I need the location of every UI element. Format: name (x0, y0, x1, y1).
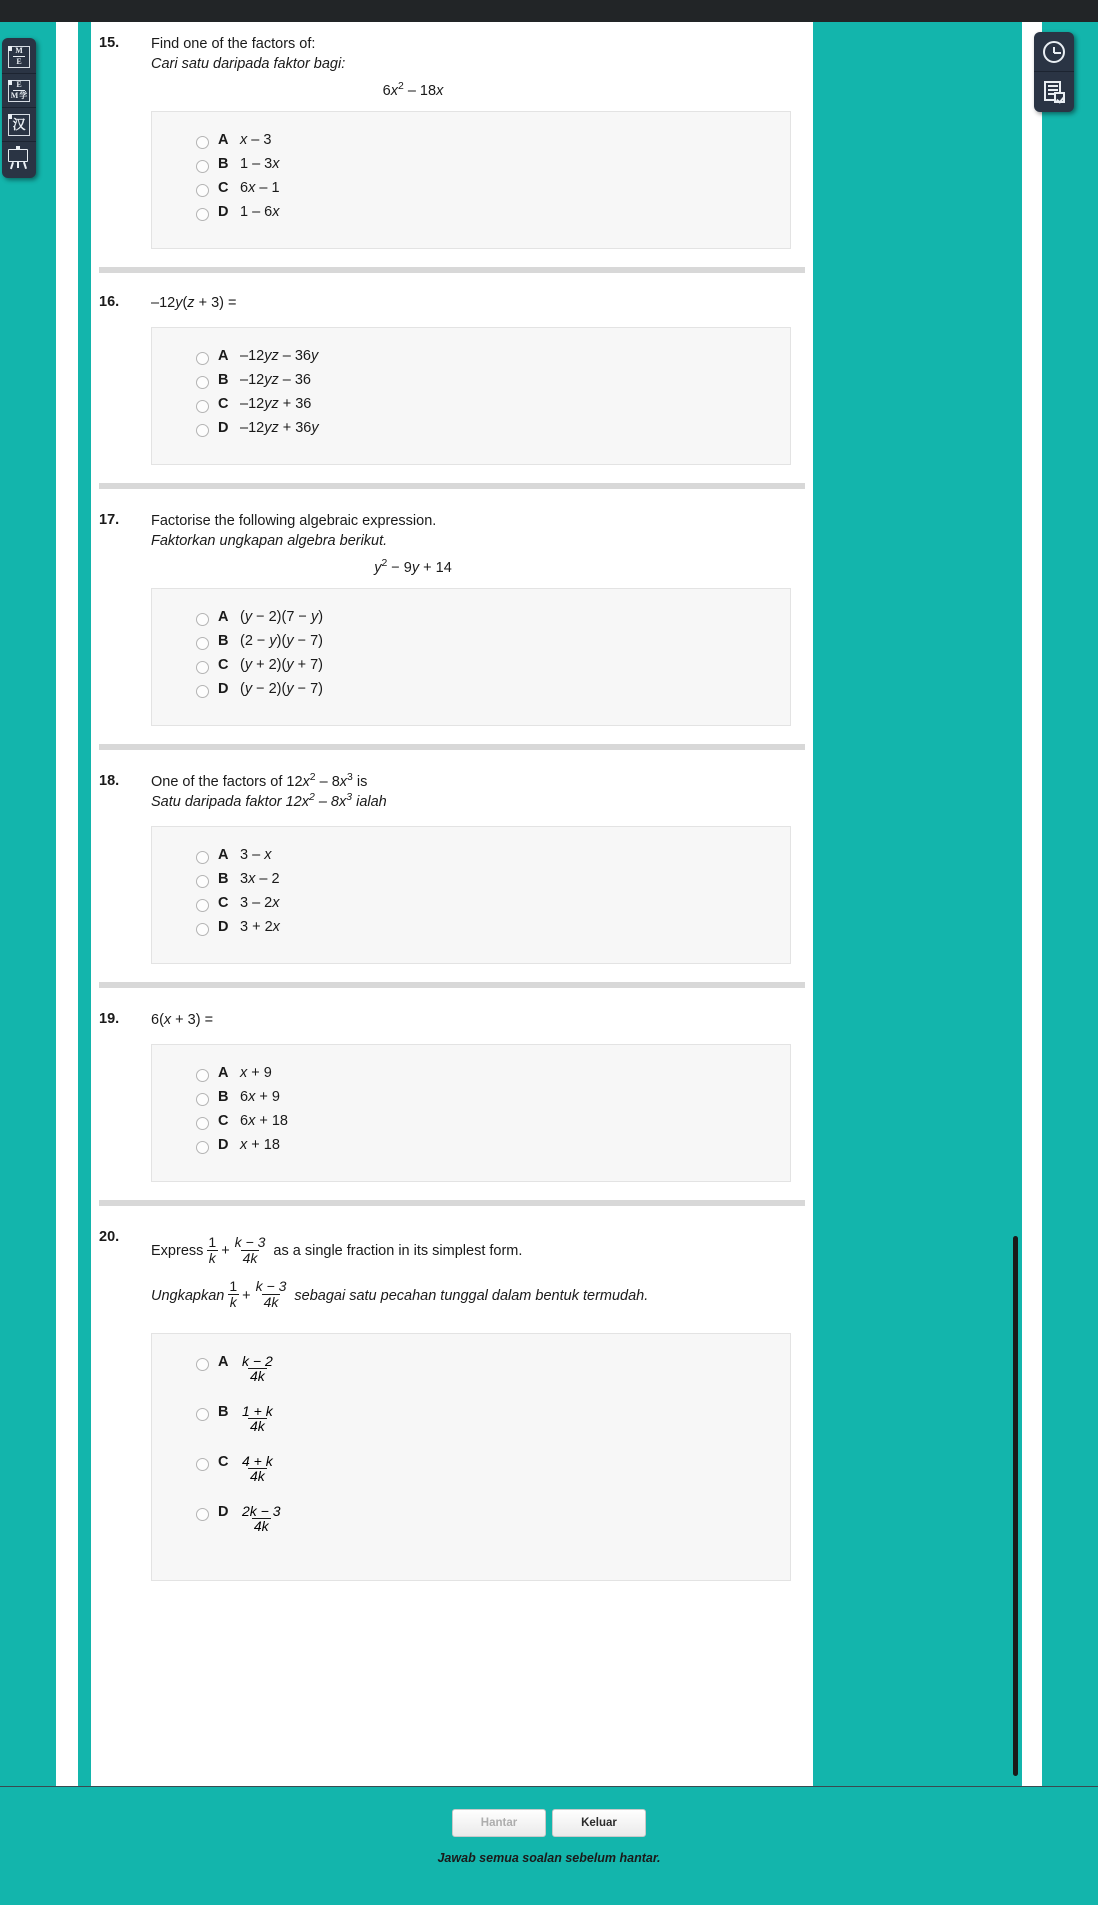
clock-icon (1043, 41, 1065, 63)
radio-button[interactable] (196, 160, 209, 173)
option-fraction (240, 1504, 283, 1534)
option-text: 6x + 9 (240, 1089, 280, 1105)
option-row[interactable] (152, 1354, 790, 1404)
prompt-en-line (151, 1236, 522, 1266)
radio-button[interactable] (196, 208, 209, 221)
option-label: B (218, 1089, 229, 1105)
questions-scroll-area[interactable] (91, 22, 813, 1786)
option-text: x + 18 (240, 1137, 280, 1153)
question-number: 20. (99, 1229, 120, 1245)
denominator: 4k (249, 1418, 265, 1435)
option-label: A (218, 847, 229, 863)
checklist-document-icon (1044, 81, 1064, 103)
question-number: 17. (99, 512, 120, 528)
option-row[interactable] (152, 348, 790, 372)
option-fraction (240, 1354, 275, 1384)
question-number: 18. (99, 773, 120, 789)
option-row[interactable] (152, 609, 790, 633)
malay-english-dictionary-button[interactable] (2, 40, 36, 74)
option-row[interactable] (152, 1504, 790, 1554)
option-row[interactable] (152, 204, 790, 228)
option-text: –12yz – 36y (240, 348, 319, 364)
option-row[interactable] (152, 132, 790, 156)
answer-sheet-button[interactable] (1034, 72, 1074, 112)
numerator: k − 3 (234, 1234, 266, 1250)
option-label: C (218, 895, 229, 911)
submit-button[interactable]: Hantar (452, 1809, 546, 1837)
option-text: –12yz – 36 (240, 372, 311, 388)
timer-button[interactable] (1034, 32, 1074, 72)
option-label: A (218, 1353, 229, 1370)
question-expression: $6x^2 - 18x$ (382, 81, 444, 99)
prompt-ms: Faktorkan ungkapan algebra berikut. (151, 533, 388, 549)
option-row[interactable] (152, 1065, 790, 1089)
radio-button[interactable] (196, 1458, 209, 1471)
option-row[interactable] (152, 1404, 790, 1454)
denominator: 4k (253, 1518, 269, 1535)
radio-button[interactable] (196, 661, 209, 674)
radio-button[interactable] (196, 1408, 209, 1421)
radio-button[interactable] (196, 1508, 209, 1521)
numerator: k − 3 (255, 1278, 287, 1295)
option-row[interactable] (152, 1454, 790, 1504)
question-text: –12y(z + 3) = (151, 295, 237, 311)
dictionary-me-icon: M E (8, 46, 30, 68)
option-text: 1 – 6x (240, 204, 280, 220)
option-label: C (218, 657, 229, 673)
prompt-ms-after: sebagai satu pecahan tunggal dalam bentuk termudah. (294, 1287, 649, 1304)
right-tool-dock (1034, 32, 1074, 112)
option-text: x – 3 (240, 132, 272, 148)
radio-button[interactable] (196, 136, 209, 149)
question-text (151, 1228, 785, 1311)
radio-button[interactable] (196, 851, 209, 864)
radio-button[interactable] (196, 899, 209, 912)
option-label: D (218, 1503, 229, 1520)
option-row[interactable] (152, 372, 790, 396)
english-malay-chinese-dictionary-button[interactable] (2, 74, 36, 108)
option-text: 1 – 3x (240, 156, 280, 172)
numerator: 1 (229, 1278, 238, 1295)
radio-button[interactable] (196, 613, 209, 626)
system-top-bar (0, 0, 1098, 22)
option-label: B (218, 156, 229, 172)
denominator: k (229, 1294, 237, 1311)
question-18 (91, 772, 813, 964)
question-17 (91, 511, 813, 726)
numerator: k − 2 (242, 1352, 273, 1369)
question-20 (91, 1228, 813, 1581)
exam-footer (0, 1786, 1098, 1905)
radio-button[interactable] (196, 376, 209, 389)
denominator: k (208, 1249, 216, 1266)
question-text: 6(x + 3) = (151, 1012, 214, 1028)
prompt-en: Factorise the following algebraic expression. (151, 513, 437, 529)
prompt-ms-before: Ungkapkan (151, 1287, 225, 1304)
prompt-en-after: as a single fraction in its simplest form. (273, 1243, 523, 1260)
whiteboard-icon (8, 149, 30, 169)
question-number: 19. (99, 1011, 120, 1027)
question-text (151, 772, 785, 812)
prompt-ms: Satu daripada faktor $12x^2 - 8x^3$ ialah (151, 792, 387, 810)
option-text: x + 9 (240, 1065, 272, 1081)
radio-button[interactable] (196, 1093, 209, 1106)
option-label: A (218, 132, 229, 148)
option-row[interactable] (152, 1113, 790, 1137)
options-panel (151, 826, 791, 964)
option-row[interactable] (152, 895, 790, 919)
option-row[interactable] (152, 180, 790, 204)
footer-button-row (0, 1787, 1098, 1837)
numerator: 2k − 3 (242, 1502, 281, 1519)
option-text: 3 + 2x (240, 919, 280, 935)
numerator: 1 (208, 1234, 217, 1250)
options-panel (151, 327, 791, 465)
fraction-two (233, 1235, 268, 1265)
question-divider (99, 267, 805, 273)
question-expression: $y^2 - 9y + 14$ (374, 558, 452, 576)
option-label: C (218, 180, 229, 196)
fraction-one (206, 1235, 218, 1265)
option-label: D (218, 681, 229, 697)
question-19 (91, 1010, 813, 1182)
left-tool-dock (2, 38, 36, 178)
prompt-en: One of the factors of $12x^2 - 8x^3$ is (151, 772, 368, 790)
footer-note: Jawab semua soalan sebelum hantar. (437, 1851, 661, 1865)
denominator: 4k (249, 1368, 265, 1385)
radio-button[interactable] (196, 1069, 209, 1082)
option-label: C (218, 1113, 229, 1129)
question-divider (99, 1200, 805, 1206)
option-label: B (218, 1403, 229, 1420)
prompt-ms-line (151, 1280, 648, 1310)
option-text: 6x – 1 (240, 180, 280, 196)
option-text: (2 − y)(y − 7) (240, 633, 324, 649)
option-text: 6x + 18 (240, 1113, 288, 1129)
radio-button[interactable] (196, 424, 209, 437)
option-row[interactable] (152, 847, 790, 871)
question-divider (99, 982, 805, 988)
fraction-one (227, 1279, 239, 1309)
option-text: 3x – 2 (240, 871, 280, 887)
left-white-gutter (56, 22, 78, 1905)
option-row[interactable] (152, 633, 790, 657)
option-row[interactable] (152, 657, 790, 681)
exit-button[interactable]: Keluar (552, 1809, 646, 1837)
question-number: 15. (99, 35, 120, 51)
denominator: 4k (263, 1294, 279, 1311)
question-16 (91, 293, 813, 465)
option-text: –12yz + 36 (240, 396, 312, 412)
question-text (151, 511, 785, 551)
option-row[interactable] (152, 871, 790, 895)
radio-button[interactable] (196, 923, 209, 936)
option-row[interactable] (152, 1137, 790, 1161)
option-label: B (218, 372, 229, 388)
option-label: A (218, 609, 229, 625)
radio-button[interactable] (196, 184, 209, 197)
option-row[interactable] (152, 156, 790, 180)
option-label: B (218, 633, 229, 649)
vertical-scrollbar[interactable] (1013, 1236, 1018, 1776)
option-row[interactable] (152, 681, 790, 705)
option-row[interactable] (152, 396, 790, 420)
option-label: C (218, 1453, 229, 1470)
option-text: (y + 2)(y + 7) (240, 657, 324, 673)
option-label: D (218, 919, 229, 935)
option-label: D (218, 420, 229, 436)
numerator: 1 + k (242, 1402, 273, 1419)
options-panel (151, 588, 791, 726)
dictionary-emc-icon: E M 学 (8, 80, 30, 102)
question-text (151, 34, 785, 74)
option-label: B (218, 871, 229, 887)
option-text: –12yz + 36y (240, 420, 319, 436)
denominator: 4k (249, 1468, 265, 1485)
option-fraction (240, 1404, 275, 1434)
question-divider (99, 483, 805, 489)
radio-button[interactable] (196, 352, 209, 365)
right-white-gutter (1022, 22, 1042, 1905)
question-number: 16. (99, 294, 120, 310)
radio-button[interactable] (196, 1358, 209, 1371)
radio-button[interactable] (196, 685, 209, 698)
option-row[interactable] (152, 919, 790, 943)
option-label: A (218, 1065, 229, 1081)
radio-button[interactable] (196, 875, 209, 888)
option-text: (y − 2)(7 − y) (240, 609, 324, 625)
option-row[interactable] (152, 420, 790, 444)
prompt-en: Find one of the factors of: (151, 36, 316, 52)
option-row[interactable] (152, 1089, 790, 1113)
option-text: 3 – 2x (240, 895, 280, 911)
options-panel (151, 1333, 791, 1581)
option-text: (y − 2)(y − 7) (240, 681, 324, 697)
plus-sign: + (242, 1287, 251, 1304)
fraction-two (254, 1279, 289, 1309)
option-text: 3 – x (240, 847, 272, 863)
radio-button[interactable] (196, 1117, 209, 1130)
plus-sign: + (221, 1243, 230, 1260)
denominator: 4k (242, 1249, 258, 1266)
options-panel (151, 111, 791, 249)
question-divider (99, 744, 805, 750)
dictionary-chinese-icon: 汉 (8, 114, 30, 136)
prompt-ms: Cari satu daripada faktor bagi: (151, 56, 346, 72)
prompt-en-before: Express (151, 1243, 204, 1260)
numerator: 4 + k (242, 1452, 273, 1469)
option-label: A (218, 348, 229, 364)
chinese-dictionary-button[interactable] (2, 108, 36, 142)
radio-button[interactable] (196, 1141, 209, 1154)
radio-button[interactable] (196, 400, 209, 413)
option-label: D (218, 204, 229, 220)
radio-button[interactable] (196, 637, 209, 650)
option-fraction (240, 1454, 275, 1484)
options-panel (151, 1044, 791, 1182)
question-15 (91, 34, 813, 249)
option-label: D (218, 1137, 229, 1153)
option-label: C (218, 396, 229, 412)
whiteboard-button[interactable] (2, 142, 36, 176)
